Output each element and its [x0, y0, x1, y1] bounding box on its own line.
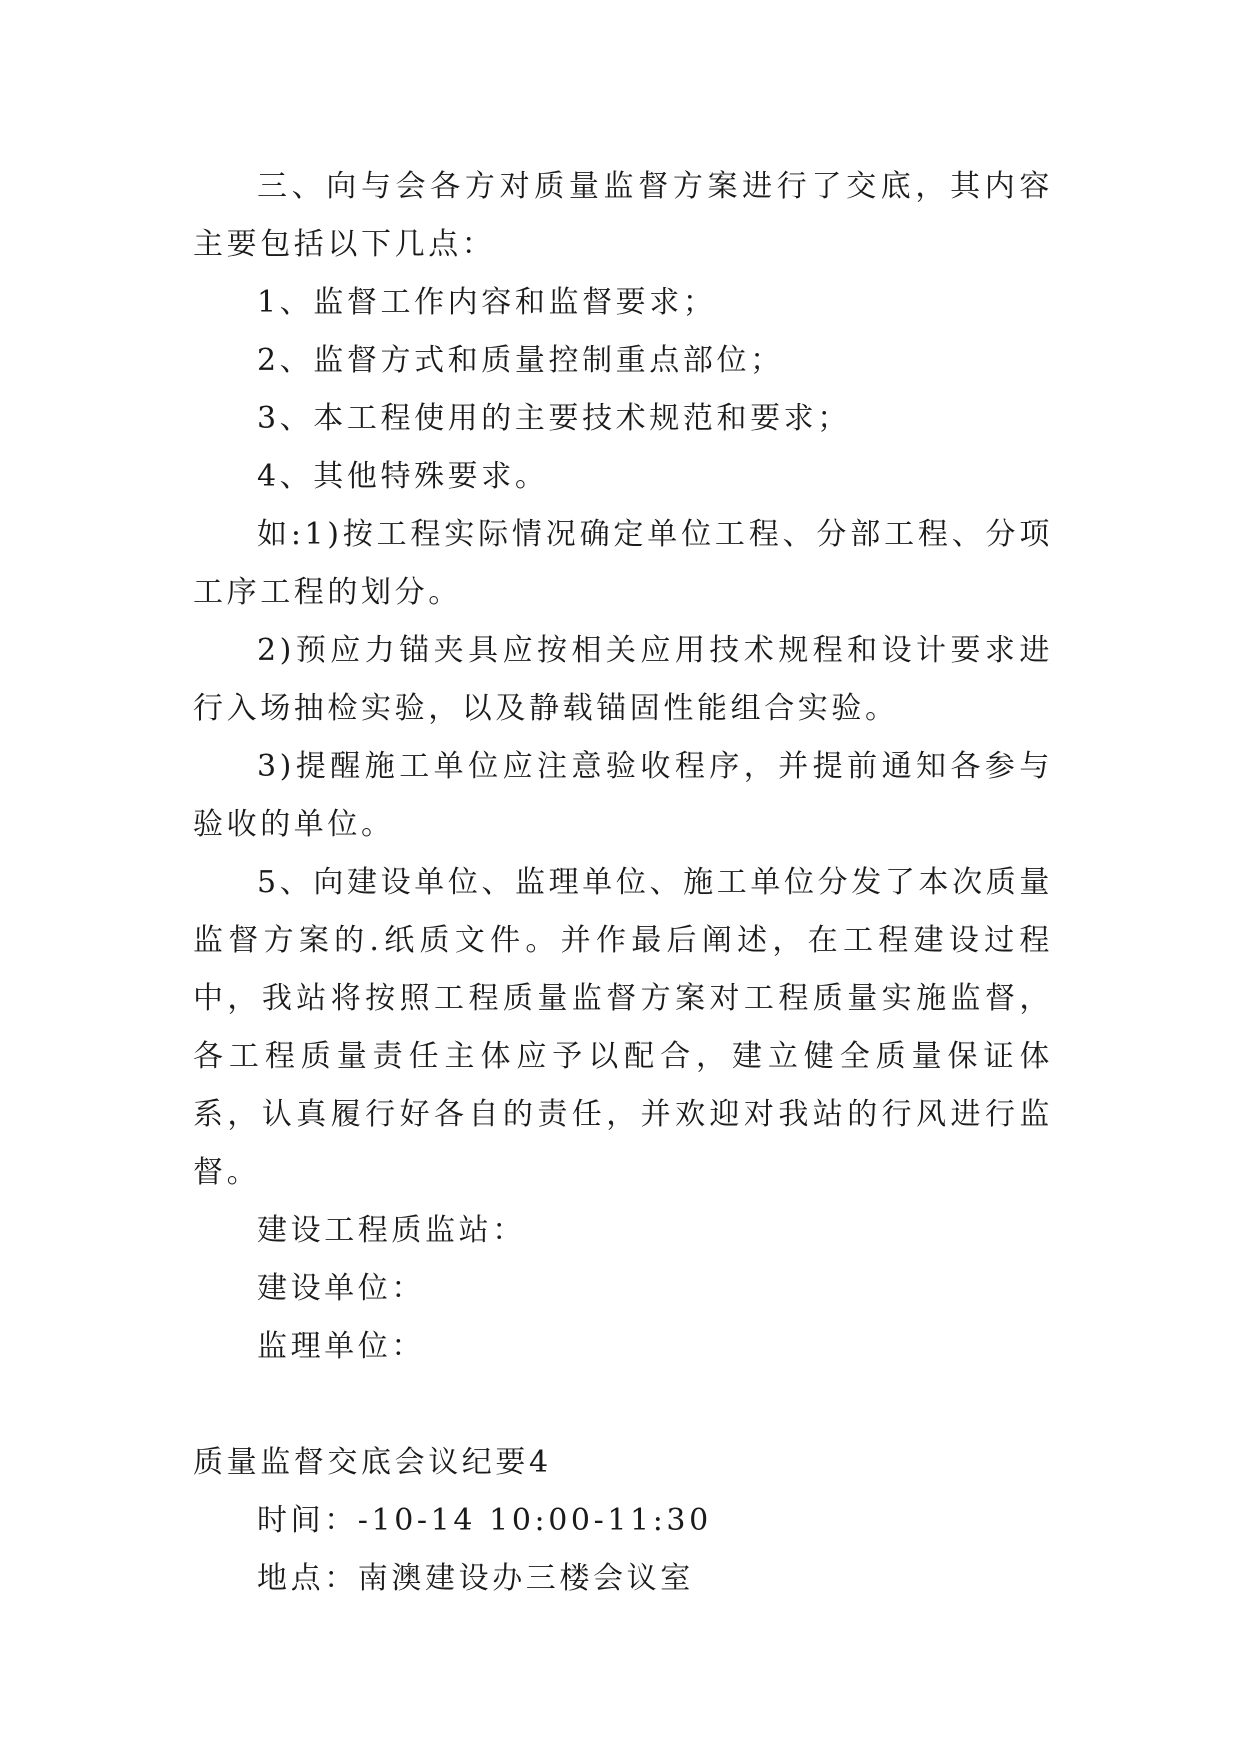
list-item-3: 3、本工程使用的主要技术规范和要求； [257, 401, 851, 436]
sub-item-1: 如:1)按工程实际情况确定单位工程、分部工程、分项工序工程的划分。 [193, 517, 1053, 610]
list-item-2: 2、监督方式和质量控制重点部位； [257, 343, 784, 378]
list-item-1: 1、监督工作内容和监督要求； [257, 285, 717, 320]
document-body [193, 158, 1053, 1608]
signature-construction-unit: 建设单位： [257, 1271, 425, 1306]
sub-item-2: 2)预应力锚夹具应按相关应用技术规程和设计要求进行入场抽检实验，以及静载锚固性能组合实验。 [193, 633, 1053, 726]
sub-item-3: 3)提醒施工单位应注意验收程序，并提前通知各参与验收的单位。 [193, 749, 1053, 842]
signature-quality-station: 建设工程质监站： [257, 1213, 526, 1248]
section-gap [193, 1376, 1053, 1434]
list-item-5: 5、向建设单位、监理单位、施工单位分发了本次质量监督方案的.纸质文件。并作最后阐述，在工程建设过程中，我站将按照工程质量监督方案对工程质量实施监督，各工程质量责任主体应予以配合，建立健全质量保证体系，认真履行好各自的责任，并欢迎对我站的行风进行监督。 [193, 865, 1053, 1190]
paragraph-intro: 三、向与会各方对质量监督方案进行了交底，其内容主要包括以下几点： [193, 169, 1053, 262]
section-title: 质量监督交底会议纪要4 [193, 1445, 552, 1480]
meeting-time: 时间：-10-14 10:00-11:30 [257, 1503, 712, 1538]
signature-supervision-unit: 监理单位： [257, 1329, 425, 1364]
meeting-location: 地点：南澳建设办三楼会议室 [257, 1561, 694, 1596]
list-item-4: 4、其他特殊要求。 [257, 459, 549, 494]
